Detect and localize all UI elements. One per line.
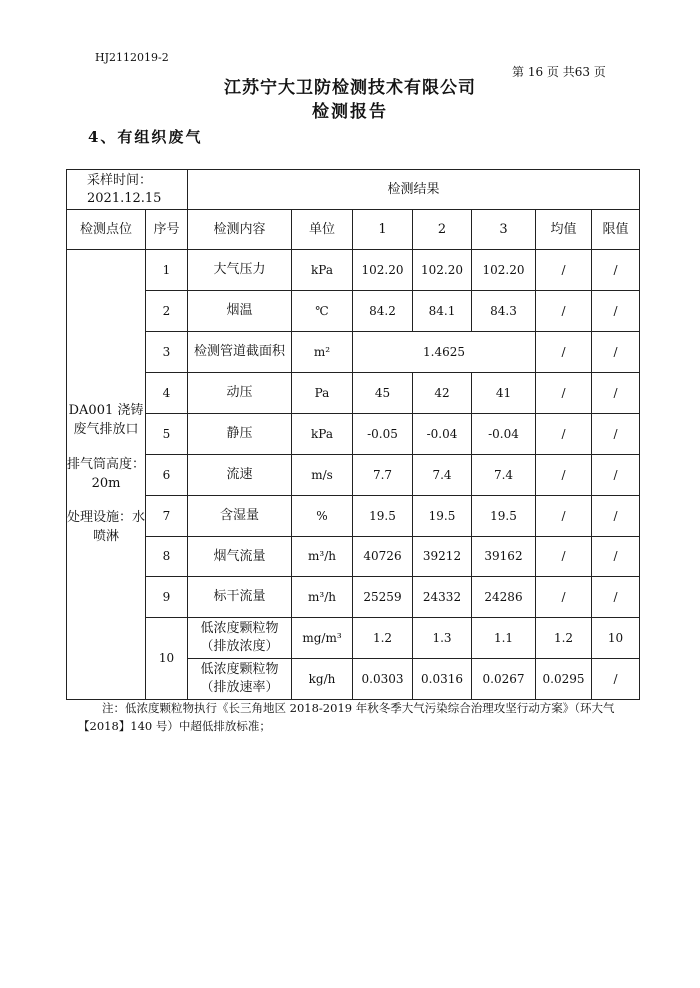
row-item: 大气压力 [188, 250, 292, 291]
row-result-3: 102.20 [472, 250, 536, 291]
row-unit: m/s [292, 455, 353, 496]
row-result-1: 102.20 [353, 250, 413, 291]
row-seq: 7 [146, 496, 188, 537]
row-result-1: 84.2 [353, 291, 413, 332]
col-seq: 序号 [146, 210, 188, 250]
row-seq: 8 [146, 537, 188, 577]
row-average: 0.0295 [536, 659, 592, 700]
sample-time-value: 2021.12.15 [87, 190, 162, 206]
row-item: 检测管道截面积 [188, 332, 292, 373]
row-result-1: 25259 [353, 577, 413, 618]
table-row [67, 332, 640, 373]
row-result-3: 39162 [472, 537, 536, 577]
row-item: 低浓度颗粒物（排放速率） [188, 659, 292, 700]
table-row [67, 373, 640, 414]
col-limit: 限值 [592, 210, 640, 250]
row-seq: 6 [146, 455, 188, 496]
row-limit: / [592, 455, 640, 496]
row-unit: % [292, 496, 353, 537]
sample-time-label: 采样时间： [87, 172, 153, 188]
row-average: / [536, 496, 592, 537]
col-average: 均值 [536, 210, 592, 250]
row-result-1: 19.5 [353, 496, 413, 537]
row-seq: 9 [146, 577, 188, 618]
row-average: / [536, 291, 592, 332]
row-item: 标干流量 [188, 577, 292, 618]
row-average: / [536, 250, 592, 291]
col-point: 检测点位 [67, 210, 146, 250]
table-row [67, 250, 640, 291]
row-average: 1.2 [536, 618, 592, 659]
row-seq: 5 [146, 414, 188, 455]
row-result-2: 42 [413, 373, 472, 414]
table-row [67, 414, 640, 455]
row-result-1: -0.05 [353, 414, 413, 455]
col-result-3: 3 [472, 210, 536, 250]
row-unit: m³/h [292, 577, 353, 618]
row-result-1: 0.0303 [353, 659, 413, 700]
row-result-3: 84.3 [472, 291, 536, 332]
row-average: / [536, 373, 592, 414]
row-limit: / [592, 291, 640, 332]
row-unit: ℃ [292, 291, 353, 332]
row-item: 烟温 [188, 291, 292, 332]
row-result-1: 40726 [353, 537, 413, 577]
table-row [67, 577, 640, 618]
table-row [67, 618, 640, 659]
table-row [67, 537, 640, 577]
row-result-3: 24286 [472, 577, 536, 618]
row-seq: 4 [146, 373, 188, 414]
row-result-2: 0.0316 [413, 659, 472, 700]
row-result-2: 39212 [413, 537, 472, 577]
row-item: 流速 [188, 455, 292, 496]
company-name: 江苏宁大卫防检测技术有限公司 [224, 78, 476, 98]
page-number: 第 16 页 共63 页 [512, 65, 606, 79]
results-table [66, 169, 640, 700]
row-limit: / [592, 577, 640, 618]
row-seq: 3 [146, 332, 188, 373]
sampling-point-line: DA001 浇铸废气排放口 [68, 402, 144, 437]
row-limit: / [592, 373, 640, 414]
row-merged-value: 1.4625 [353, 332, 536, 373]
row-unit: m² [292, 332, 353, 373]
row-seq: 2 [146, 291, 188, 332]
row-limit: / [592, 250, 640, 291]
report-title: 检测报告 [312, 102, 388, 122]
col-result-1: 1 [353, 210, 413, 250]
row-result-3: 7.4 [472, 455, 536, 496]
row-item: 烟气流量 [188, 537, 292, 577]
sampling-point-line: 排气筒高度：20m [67, 456, 146, 491]
row-limit: / [592, 659, 640, 700]
col-item: 检测内容 [188, 210, 292, 250]
sampling-point-cell [67, 250, 146, 700]
row-unit: kPa [292, 250, 353, 291]
row-result-3: 19.5 [472, 496, 536, 537]
row-result-1: 7.7 [353, 455, 413, 496]
row-seq: 1 [146, 250, 188, 291]
col-result-2: 2 [413, 210, 472, 250]
row-result-3: 0.0267 [472, 659, 536, 700]
row-result-2: 7.4 [413, 455, 472, 496]
section-title: 4、有组织废气 [88, 128, 203, 146]
row-limit: / [592, 496, 640, 537]
row-limit: / [592, 414, 640, 455]
row-average: / [536, 577, 592, 618]
row-item: 低浓度颗粒物（排放浓度） [188, 618, 292, 659]
row-unit: kPa [292, 414, 353, 455]
row-result-2: 102.20 [413, 250, 472, 291]
row-result-2: 24332 [413, 577, 472, 618]
row-result-2: 1.3 [413, 618, 472, 659]
table-row [67, 291, 640, 332]
row-result-3: 1.1 [472, 618, 536, 659]
row-result-3: -0.04 [472, 414, 536, 455]
sample-time-row [67, 170, 640, 210]
column-header-row [67, 210, 640, 250]
row-result-3: 41 [472, 373, 536, 414]
footnote: 注：低浓度颗粒物执行《长三角地区 2018-2019 年秋冬季大气污染综合治理攻坚行动方案》（环大气【2018】140 号）中超低排放标准； [78, 701, 615, 734]
row-result-2: 84.1 [413, 291, 472, 332]
sampling-point-line: 处理设施：水喷淋 [67, 510, 146, 545]
row-item: 含湿量 [188, 496, 292, 537]
row-limit: / [592, 332, 640, 373]
row-unit: m³/h [292, 537, 353, 577]
row-limit: / [592, 537, 640, 577]
row-seq: 10 [146, 618, 188, 700]
row-limit: 10 [592, 618, 640, 659]
sample-time-cell [67, 170, 188, 210]
row-result-2: -0.04 [413, 414, 472, 455]
table-row [67, 496, 640, 537]
row-average: / [536, 537, 592, 577]
row-average: / [536, 332, 592, 373]
row-item: 动压 [188, 373, 292, 414]
table-row [67, 455, 640, 496]
row-average: / [536, 455, 592, 496]
row-unit: Pa [292, 373, 353, 414]
row-average: / [536, 414, 592, 455]
row-result-1: 45 [353, 373, 413, 414]
report-code: HJ2112019-2 [95, 51, 169, 64]
col-unit: 单位 [292, 210, 353, 250]
row-item: 静压 [188, 414, 292, 455]
row-result-1: 1.2 [353, 618, 413, 659]
results-header: 检测结果 [188, 170, 640, 210]
row-result-2: 19.5 [413, 496, 472, 537]
row-unit: kg/h [292, 659, 353, 700]
row-unit: mg/m³ [292, 618, 353, 659]
